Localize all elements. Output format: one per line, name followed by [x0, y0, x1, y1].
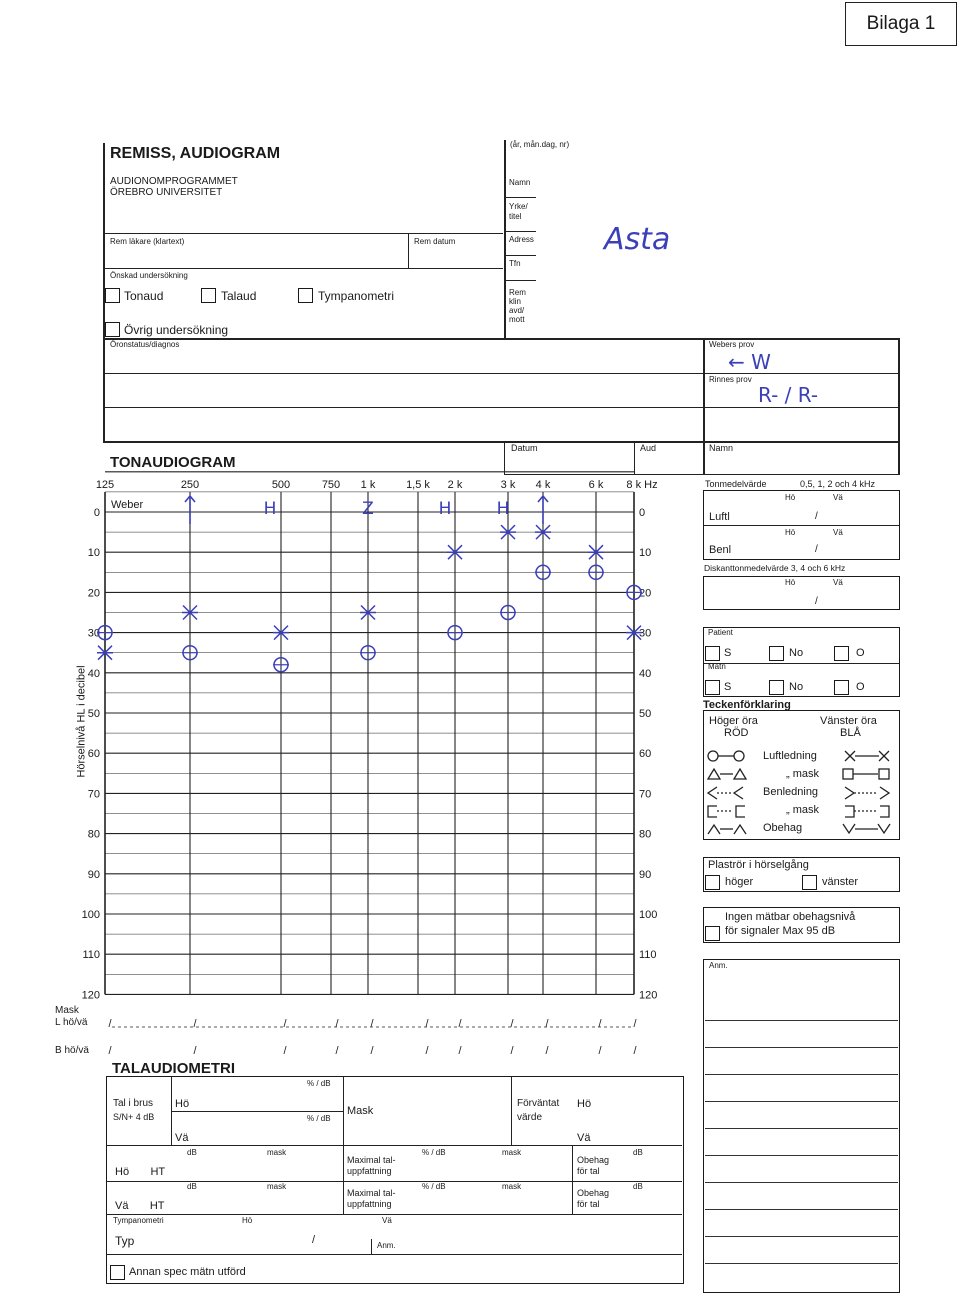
patient-label: Patient: [708, 628, 733, 637]
legend-air: Luftledning: [763, 750, 817, 762]
freq-tick-label: 6 k: [588, 479, 604, 491]
other-measure-label: Annan spec mätn utförd: [129, 1266, 246, 1278]
other-exam-label: Övrig undersökning: [124, 323, 229, 337]
diskant-label: Diskanttonmedelvärde 3, 4 och 6 kHz: [704, 563, 846, 573]
db-tick-label-left: 0: [93, 507, 100, 519]
db-tick-label-left: 30: [87, 627, 100, 640]
mask-l-label: L hö/vä: [55, 1017, 88, 1028]
db-tick-label-right: 80: [639, 828, 652, 841]
weber-label: Weber: [111, 499, 144, 511]
luftl-label: Luftl: [709, 511, 730, 523]
db-tick-label-right: 40: [639, 667, 652, 680]
db-tick-label-right: 60: [639, 748, 652, 761]
notes-label: Anm.: [709, 961, 728, 970]
max-speech-3: Maximal tal-: [347, 1188, 396, 1198]
patient-o-label: O: [856, 647, 865, 659]
ear-status-label: Öronstatus/diagnos: [110, 340, 180, 349]
db-tick-label-right: 50: [639, 708, 652, 720]
weber-arrow-mark: [538, 496, 548, 524]
freq-tick-label: 3 k: [500, 479, 516, 491]
expected-va: Vä: [577, 1132, 591, 1144]
speech-mask: Mask: [347, 1105, 374, 1117]
mask-slash: /: [335, 1018, 339, 1030]
mask-slash: /: [370, 1018, 374, 1030]
bone-slash: /: [193, 1045, 197, 1057]
plastror-label: Plaströr i hörselgång: [708, 859, 809, 871]
patient-no-label: No: [789, 647, 804, 659]
bone-slash: /: [545, 1045, 549, 1057]
db-tick-label-left: 70: [87, 788, 100, 801]
legend-air-mask: „ mask: [786, 768, 819, 780]
bone-slash: /: [335, 1045, 339, 1057]
diskant-ho-header: Hö: [785, 578, 796, 587]
db-tick-label-left: 120: [81, 989, 100, 1002]
bone-slash: /: [510, 1045, 514, 1057]
right-ear-label: Höger öra: [709, 715, 758, 727]
freq-tick-label: 4 k: [535, 479, 551, 491]
freq-tick-label: 2 k: [447, 479, 463, 491]
weber-hand-mark: H: [263, 499, 277, 519]
discomfort-3: Obehag: [577, 1188, 610, 1198]
patient-o-checkbox[interactable]: [834, 646, 849, 661]
referring-doctor-label: Rem läkare (klartext): [110, 237, 185, 246]
tonaud-checkbox[interactable]: [105, 288, 120, 303]
name-label: Namn: [509, 178, 531, 187]
type-slash: /: [312, 1234, 316, 1246]
mask-slash: /: [545, 1018, 549, 1030]
discomfort-2: för tal: [577, 1166, 600, 1176]
db-tick-label-left: 40: [87, 667, 100, 680]
type-label: Typ: [115, 1234, 135, 1248]
legend-discomfort: Obehag: [763, 822, 803, 834]
matn-s-checkbox[interactable]: [705, 680, 720, 695]
bone-slash: /: [633, 1045, 637, 1057]
weber-hand-mark: Z: [362, 499, 374, 519]
org-line-2: ÖREBRO UNIVERSITET: [110, 187, 223, 198]
mask-slash: /: [193, 1018, 197, 1030]
max-mask-1: mask: [502, 1148, 522, 1157]
no-discomfort-line1: Ingen mätbar obehagsnivå: [725, 911, 856, 923]
diskant-va-header: Vä: [833, 578, 843, 587]
clinic-label-2: klin: [509, 297, 522, 306]
ho-mask: mask: [267, 1148, 287, 1157]
max-speech-4: uppfattning: [347, 1199, 392, 1209]
freq-tick-label: 500: [271, 479, 291, 491]
speech-va: Vä: [175, 1132, 189, 1144]
handwritten-name: Asta: [604, 222, 671, 257]
audiogram-chart: [40, 470, 670, 1060]
discomfort-db-2: dB: [633, 1182, 643, 1191]
va-mask: mask: [267, 1182, 287, 1191]
other-measure-checkbox[interactable]: [110, 1265, 125, 1280]
db-tick-label-left: 80: [87, 828, 100, 841]
webers-label: Webers prov: [709, 340, 755, 349]
bone-slash: /: [425, 1045, 429, 1057]
db-tick-label-left: 20: [87, 587, 100, 600]
expected-label: Förväntat: [517, 1098, 560, 1109]
db-tick-label-left: 10: [87, 547, 100, 560]
speech-in-noise-sn: S/N+ 4 dB: [113, 1112, 155, 1122]
attachment-label: Bilaga 1: [845, 2, 957, 46]
plastror-right-label: höger: [725, 876, 754, 888]
legend-bone-mask: „ mask: [786, 804, 819, 816]
tympanometry-ho: Hö: [242, 1216, 253, 1225]
db-tick-label-right: 70: [639, 788, 652, 801]
right-panel: [700, 474, 905, 1294]
address-label: Adress: [509, 235, 534, 244]
db-tick-label-right: 110: [639, 949, 657, 962]
red-label: RÖD: [724, 727, 749, 739]
patient-s-label: S: [724, 647, 732, 659]
mask-slash: /: [633, 1018, 637, 1030]
talaud-label: Talaud: [221, 289, 257, 303]
left-ear-label: Vänster öra: [820, 715, 877, 727]
requested-exam-label: Önskad undersökning: [110, 271, 188, 280]
db-tick-label-left: 50: [87, 708, 100, 720]
tympanometry-label: Tympanometri: [113, 1216, 164, 1225]
discomfort-1: Obehag: [577, 1155, 610, 1165]
max-mask-2: mask: [502, 1182, 522, 1191]
benl-va-header: Vä: [833, 528, 843, 537]
discomfort-4: för tal: [577, 1199, 600, 1209]
freq-tick-label: 250: [180, 479, 200, 491]
matn-o-checkbox[interactable]: [834, 680, 849, 695]
tonaud-label: Tonaud: [124, 289, 164, 303]
pct-db-label-1: % / dB: [307, 1079, 331, 1088]
plastror-right-checkbox[interactable]: [705, 875, 720, 890]
bone-slash: /: [458, 1045, 462, 1057]
org-line-1: AUDIONOMPROGRAMMET: [110, 176, 238, 187]
mask-slash: /: [425, 1018, 429, 1030]
no-discomfort-line2: för signaler Max 95 dB: [725, 925, 836, 937]
max-speech-1: Maximal tal-: [347, 1155, 396, 1165]
db-tick-label-right: 20: [639, 587, 652, 600]
b-label: B hö/vä: [55, 1045, 89, 1056]
max-pct-2: % / dB: [422, 1182, 446, 1191]
rinnes-label: Rinnes prov: [709, 375, 752, 384]
speech-ho: Hö: [175, 1098, 190, 1110]
matn-no-label: No: [789, 681, 804, 693]
mask-slash: /: [510, 1018, 514, 1030]
tympanometri-checkbox[interactable]: [298, 288, 313, 303]
patient-no-checkbox[interactable]: [769, 646, 784, 661]
no-discomfort-checkbox[interactable]: [705, 926, 720, 941]
patient-s-checkbox[interactable]: [705, 646, 720, 661]
db-tick-label-left: 100: [81, 909, 100, 921]
occupation-label: Yrke/: [509, 202, 528, 211]
weber-arrow-mark: [185, 496, 195, 524]
mask-slash: /: [108, 1018, 112, 1030]
bone-slash: /: [108, 1045, 112, 1057]
db-tick-label-right: 0: [639, 507, 646, 519]
form-title: REMISS, AUDIOGRAM: [110, 145, 281, 162]
clinic-label-1: Rem: [509, 288, 526, 297]
tonmedel-label: Tonmedelvärde: [705, 479, 767, 489]
freq-tick-label: 1,5 k: [406, 479, 430, 491]
talaudiometri-title: TALAUDIOMETRI: [112, 1060, 236, 1077]
talaud-checkbox[interactable]: [201, 288, 216, 303]
plastror-left-checkbox[interactable]: [802, 875, 817, 890]
name-label-2: Namn: [709, 443, 734, 453]
luftl-ho-header: Hö: [785, 493, 796, 502]
weber-hand-mark: H: [438, 499, 452, 519]
audiologist-label: Aud: [640, 443, 657, 453]
db-tick-label-left: 60: [87, 748, 100, 761]
legend-title: Teckenförklaring: [703, 699, 791, 711]
db-tick-label-left: 90: [87, 868, 100, 881]
matn-o-label: O: [856, 681, 865, 693]
freq-tick-label: 8 k Hz: [626, 479, 658, 491]
expected-ho: Hö: [577, 1098, 592, 1110]
bone-slash: /: [283, 1045, 287, 1057]
y-axis-label: Hörselnivå HL i decibel: [75, 665, 88, 778]
db-tick-label-right: 10: [639, 547, 652, 560]
legend-bone: Benledning: [763, 786, 819, 798]
clinic-label-4: mott: [509, 315, 525, 324]
va-db: dB: [187, 1182, 197, 1191]
pct-db-label-2: % / dB: [307, 1114, 331, 1123]
va-ht: Vä HT: [115, 1200, 165, 1212]
mask-slash: /: [458, 1018, 462, 1030]
other-exam-checkbox[interactable]: [105, 322, 120, 337]
handwritten-rinne: R- / R-: [758, 383, 819, 407]
tonaudiogram-title: TONAUDIOGRAM: [110, 454, 236, 471]
date-label: Datum: [511, 443, 538, 453]
referral-date-label: Rem datum: [414, 237, 456, 246]
title-label: titel: [509, 212, 522, 221]
db-tick-label-left: 110: [82, 949, 100, 962]
bone-slash: /: [370, 1045, 374, 1057]
diskant-slash: /: [815, 596, 818, 607]
handwritten-weber: ← W: [728, 350, 771, 374]
matn-s-label: S: [724, 681, 732, 693]
freq-tick-label: 1 k: [360, 479, 376, 491]
luftl-va-header: Vä: [833, 493, 843, 502]
matn-no-checkbox[interactable]: [769, 680, 784, 695]
tonmedel-freq: 0,5, 1, 2 och 4 kHz: [800, 479, 876, 489]
date-hint: (år, mån.dag, nr): [510, 140, 570, 149]
benl-label: Benl: [709, 544, 732, 556]
benl-slash: /: [815, 544, 818, 555]
weber-hand-mark: H: [496, 499, 510, 519]
matn-label: Mätn: [708, 662, 726, 671]
mask-slash: /: [283, 1018, 287, 1030]
db-tick-label-right: 30: [639, 627, 652, 640]
ho-ht: Hö HT: [115, 1166, 166, 1178]
mask-label: Mask: [55, 1005, 79, 1016]
clinic-label-3: avd/: [509, 306, 525, 315]
phone-label: Tfn: [509, 259, 521, 268]
tympanometri-label: Tympanometri: [318, 289, 395, 303]
blue-label: BLÅ: [840, 727, 861, 739]
luftl-slash: /: [815, 511, 818, 522]
expected-value-label: värde: [517, 1112, 543, 1123]
benl-ho-header: Hö: [785, 528, 796, 537]
discomfort-db-1: dB: [633, 1148, 643, 1157]
mask-slash: /: [598, 1018, 602, 1030]
freq-tick-label: 125: [95, 479, 115, 491]
db-tick-label-right: 90: [639, 868, 652, 881]
plastror-left-label: vänster: [822, 876, 859, 888]
speech-audiometry: [106, 1076, 684, 1284]
tal-notes-label: Anm.: [377, 1241, 396, 1250]
ho-db: dB: [187, 1148, 197, 1157]
max-pct-1: % / dB: [422, 1148, 446, 1157]
tympanometry-va: Vä: [382, 1216, 392, 1225]
freq-tick-label: 750: [321, 479, 341, 491]
bone-slash: /: [598, 1045, 602, 1057]
db-tick-label-right: 100: [639, 909, 658, 921]
max-speech-2: uppfattning: [347, 1166, 392, 1176]
db-tick-label-right: 120: [639, 989, 658, 1002]
speech-in-noise-label: Tal i brus: [113, 1098, 154, 1109]
